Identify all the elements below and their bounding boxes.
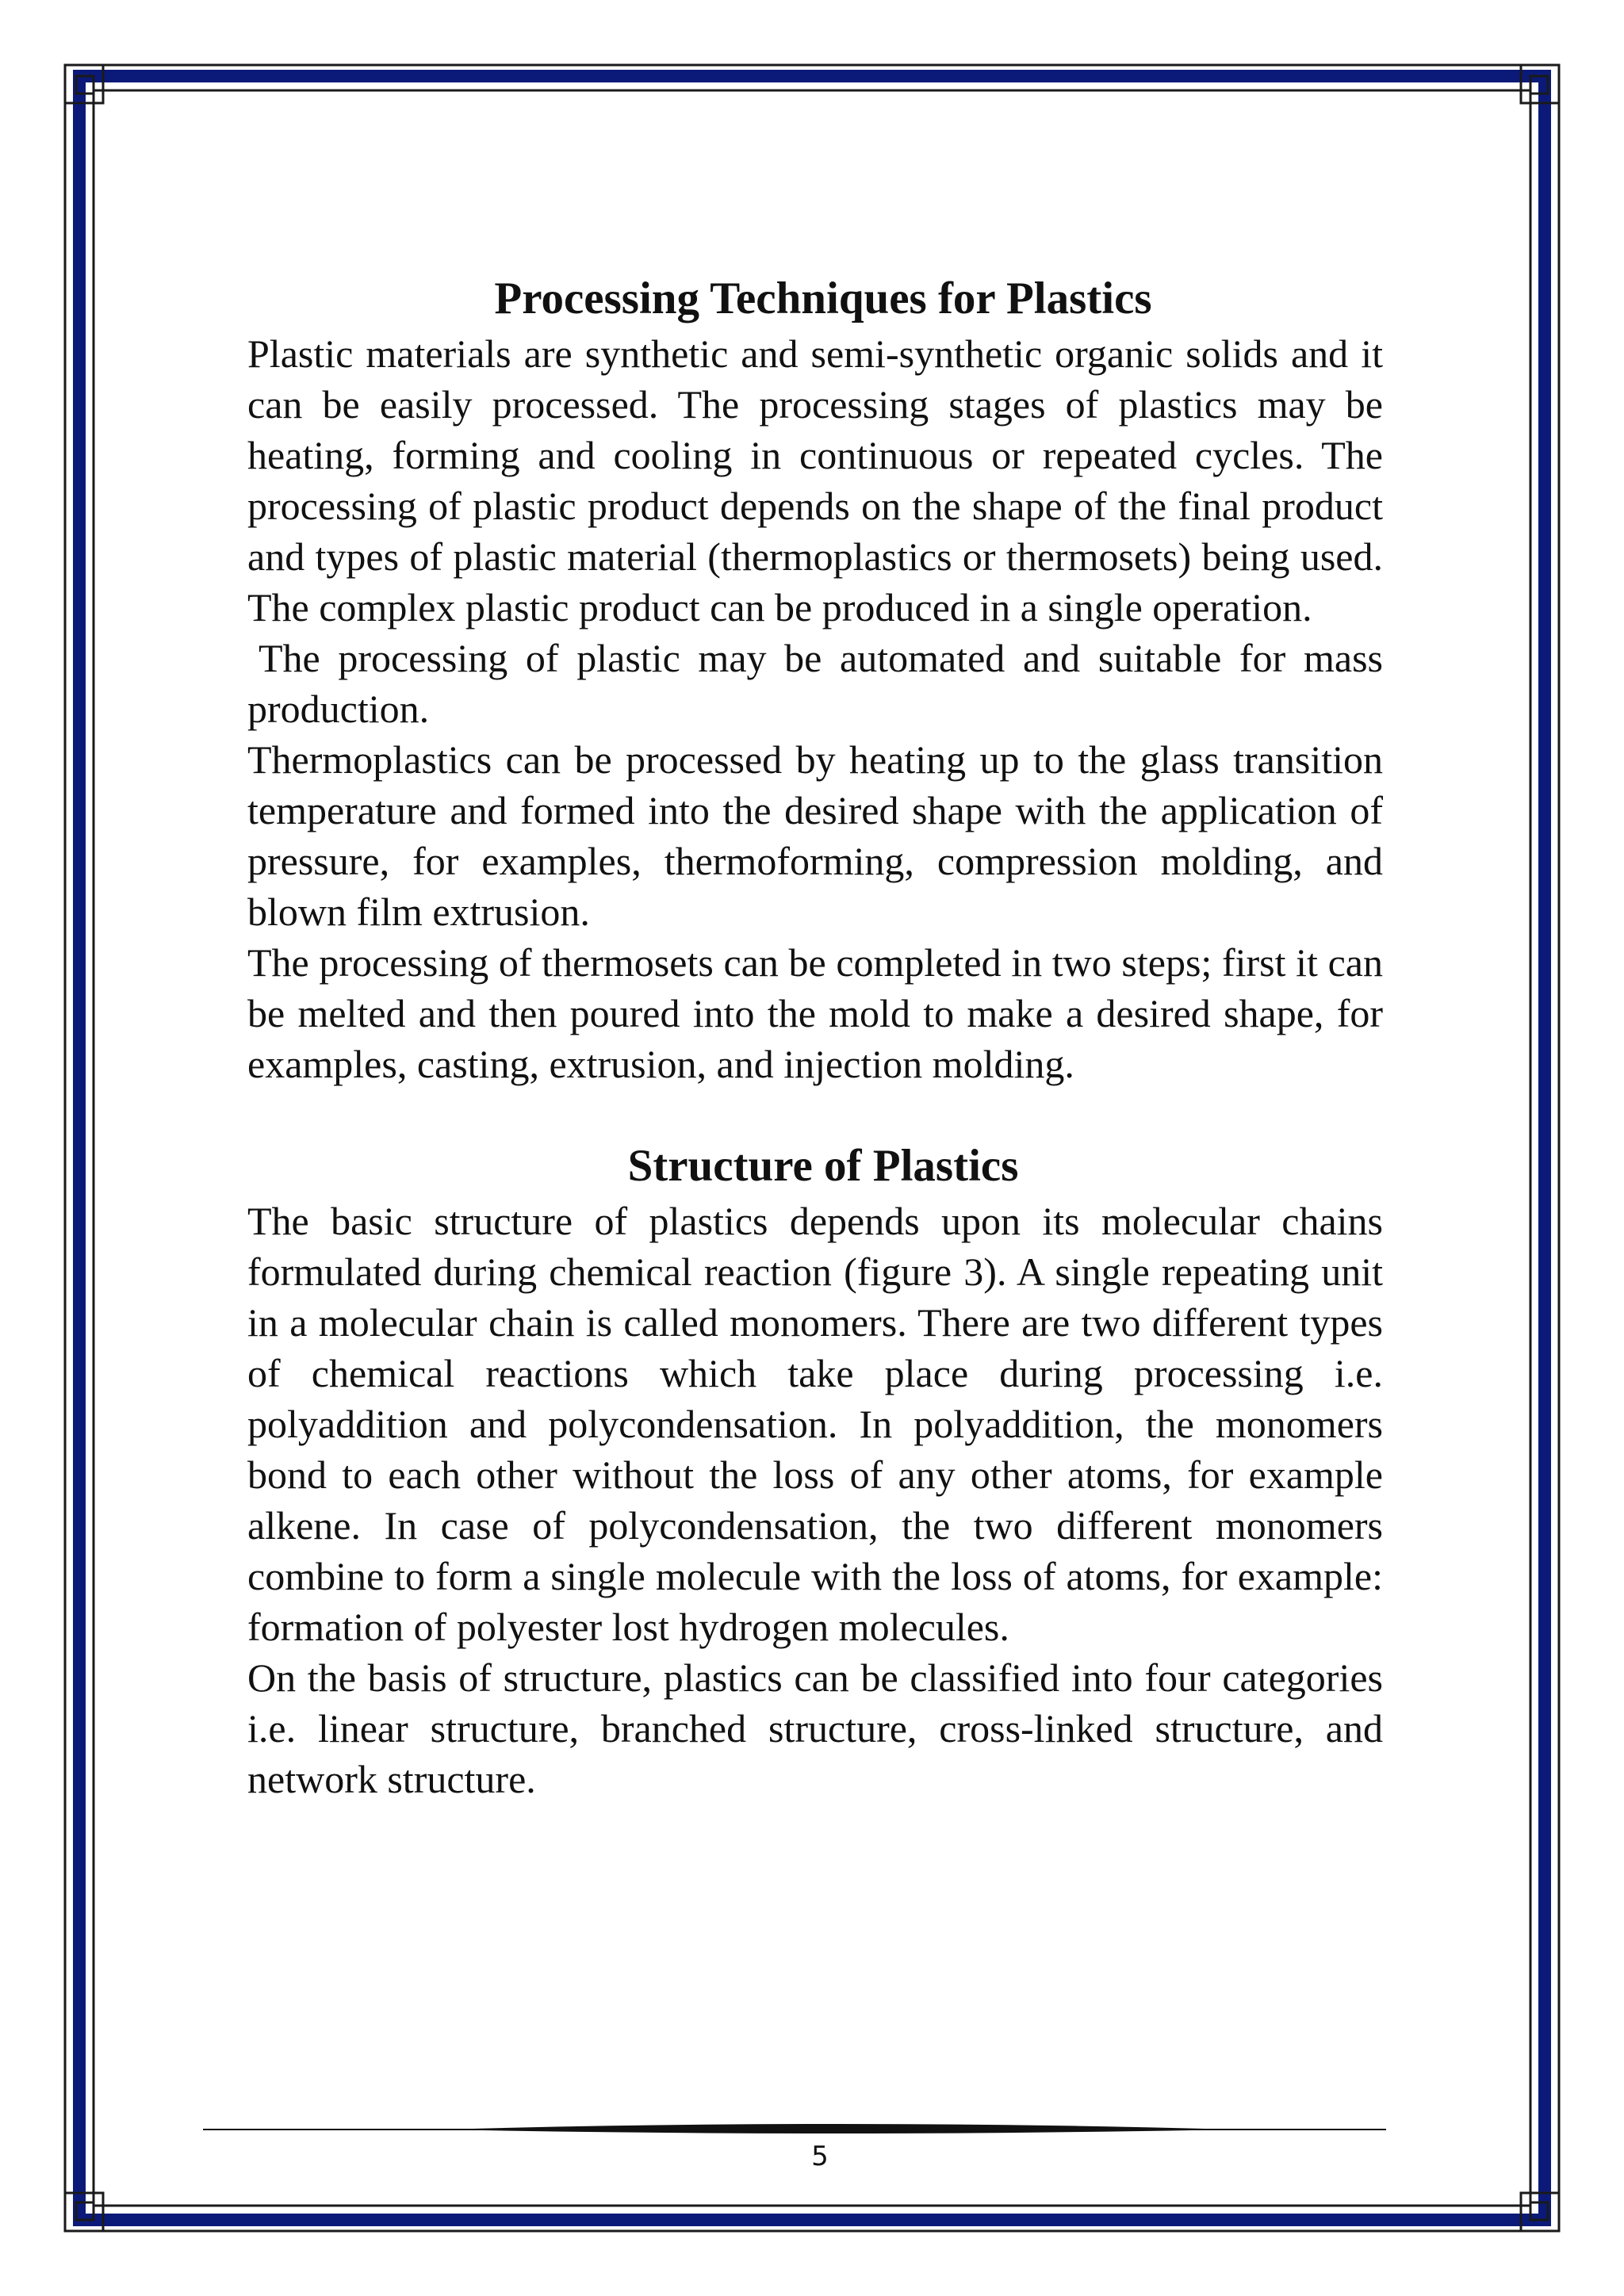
paragraph: Thermoplastics can be processed by heating up to the glass transition temperature and formed into the desired shape with the application of pressure, for examples, thermoforming, compression molding, and blown film extrusion. [247, 737, 1383, 934]
paragraph: The processing of thermosets can be completed in two steps; first it can be melted and then poured into the mold to make a desired shape, for examples, casting, extrusion, and injection molding. [247, 940, 1383, 1086]
section-processing-techniques [247, 270, 1383, 1089]
section-title: Structure of Plastics [627, 1141, 1019, 1191]
footer-divider [203, 2118, 1386, 2141]
page-number: 5 [811, 2141, 829, 2172]
paragraph: Plastic materials are synthetic and semi-synthetic organic solids and it can be easily processed. The processing stages of plastics may be heating, forming and cooling in continuous or repeated cycles. The processing of plastic product depends on the shape of the final product and types of plastic material (thermoplastics or thermosets) being used. The complex plastic product can be produced in a single operation. [247, 331, 1383, 629]
paragraph: On the basis of structure, plastics can be classified into four categories i.e. linear structure, branched structure, cross-linked structure, and network structure. [247, 1655, 1383, 1801]
section-title: Processing Techniques for Plastics [494, 274, 1152, 323]
paragraph: The processing of plastic may be automated and suitable for mass production. [247, 636, 1383, 731]
document-body [247, 270, 1383, 1804]
section-structure-of-plastics [247, 1137, 1383, 1804]
paragraph: The basic structure of plastics depends upon its molecular chains formulated during chemical reaction (figure 3). A single repeating unit in a molecular chain is called monomers. There are two different types of chemical reactions which take place during processing i.e. polyaddition and polycondensation. In polyaddition, the monomers bond to each other without the loss of any other atoms, for example alkene. In case of polycondensation, the two different monomers combine to form a single molecule with the loss of atoms, for example: formation of polyester lost hydrogen molecules. [247, 1199, 1383, 1649]
